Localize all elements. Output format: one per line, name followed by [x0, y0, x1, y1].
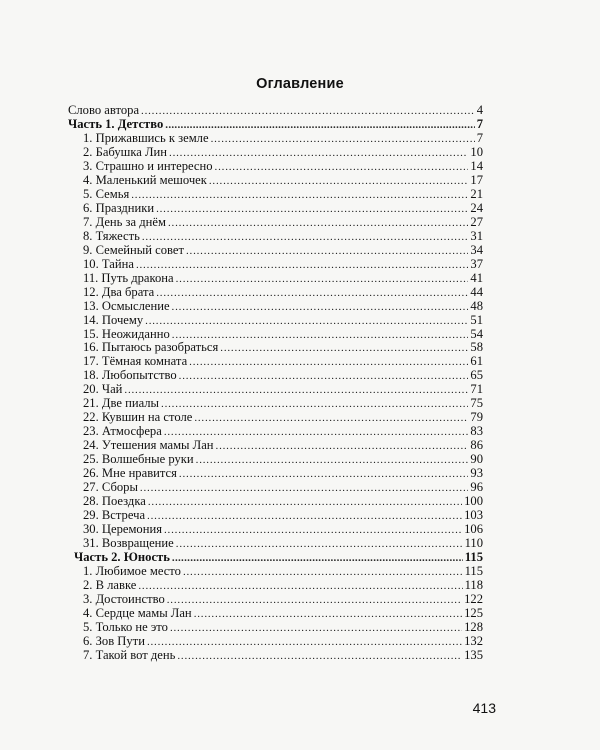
toc-entry-page: 58: [470, 340, 483, 355]
toc-entry-page: 71: [470, 382, 483, 397]
toc-entry-page: 115: [464, 563, 483, 578]
toc-entry-page: 115: [464, 550, 483, 564]
toc-entry-page: 4: [476, 103, 483, 117]
dot-leader: [124, 384, 468, 398]
toc-entry-page: 86: [470, 438, 483, 453]
toc-entry: [68, 648, 483, 662]
toc-entry: [68, 215, 483, 229]
toc-entry-page: 17: [470, 172, 483, 187]
toc-entry-label: 13. Осмысление: [83, 298, 170, 313]
toc-entry: [68, 508, 483, 522]
toc-entry: [68, 620, 483, 634]
toc-entry-page: 83: [470, 424, 483, 439]
toc-entry: [68, 340, 483, 354]
page-number: 413: [472, 700, 496, 716]
toc-entry: [68, 354, 483, 368]
toc-entry-page: 93: [470, 466, 483, 481]
toc-entry-label: 5. Семья: [83, 186, 130, 201]
toc-entry-preface: [68, 103, 483, 117]
toc-entry: [68, 424, 483, 438]
dot-leader: [170, 622, 462, 636]
toc-entry-label: 2. В лавке: [83, 577, 137, 592]
toc-entry-label: Часть 1. Детство: [68, 116, 164, 131]
toc-entry-label: Часть 2. Юность: [74, 550, 170, 564]
toc-entry-label: 26. Мне нравится: [83, 466, 177, 481]
toc-entry-label: 15. Неожиданно: [83, 326, 170, 341]
toc-entry: [68, 173, 483, 187]
toc-entry-label: 7. Такой вот день: [83, 647, 176, 662]
toc-entry-page: 125: [464, 605, 483, 620]
dot-leader: [140, 482, 468, 496]
toc-entry-page: 24: [470, 200, 483, 215]
toc-entry: [68, 131, 483, 145]
toc-entry-page: 122: [464, 591, 483, 606]
toc-entry-label: 18. Любопытство: [83, 368, 177, 383]
toc-entry-label: 6. Зов Пути: [83, 633, 145, 648]
toc-entry-label: 2. Бабушка Лин: [83, 144, 168, 159]
toc-entry: [68, 257, 483, 271]
dot-leader: [147, 636, 462, 650]
toc-part-heading: [68, 550, 483, 564]
toc-entry: [68, 578, 483, 592]
dot-leader: [194, 412, 468, 426]
toc-entry-page: 44: [470, 284, 483, 299]
toc-entry-label: 25. Волшебные руки: [83, 452, 194, 467]
toc-entry-label: 1. Прижавшись к земле: [83, 130, 209, 145]
toc-entry-page: 31: [470, 228, 483, 243]
dot-leader: [215, 161, 469, 175]
toc-entry: [68, 187, 483, 201]
toc-entry-page: 75: [470, 396, 483, 411]
toc-entry-page: 14: [470, 158, 483, 173]
toc-entry: [68, 229, 483, 243]
toc-entry-label: 31. Возвращение: [83, 536, 174, 551]
toc-entry-label: 30. Церемония: [83, 522, 162, 537]
dot-leader: [131, 189, 468, 203]
toc-entry-label: 16. Пытаюсь разобраться: [83, 340, 219, 355]
toc-entry-label: 24. Утешения мамы Лан: [83, 438, 214, 453]
dot-leader: [211, 133, 475, 147]
dot-leader: [172, 301, 469, 315]
dot-leader: [141, 105, 475, 119]
toc-entry-page: 118: [464, 577, 483, 592]
toc-entry-label: 29. Встреча: [83, 508, 146, 523]
toc-entry-page: 100: [464, 494, 483, 509]
toc-entry-page: 34: [470, 242, 483, 257]
toc-title: Оглавление: [256, 76, 344, 92]
toc-entry: [68, 313, 483, 327]
toc-entry-label: 6. Праздники: [83, 200, 155, 215]
dot-leader: [179, 468, 468, 482]
dot-leader: [220, 342, 468, 356]
toc-entry-page: 103: [464, 508, 483, 523]
dot-leader: [156, 203, 468, 217]
toc-entry-label: 8. Тяжесть: [83, 228, 140, 243]
dot-leader: [176, 538, 463, 552]
toc-entry: [68, 410, 483, 424]
toc-entry: [68, 159, 483, 173]
toc-entry: [68, 634, 483, 648]
toc-entry-page: 132: [464, 633, 483, 648]
toc-entry: [68, 480, 483, 494]
dot-leader: [148, 496, 462, 510]
toc-entry-label: 4. Сердце мамы Лан: [83, 605, 192, 620]
toc-entry-label: 11. Путь дракона: [83, 270, 174, 285]
toc-entry-page: 135: [464, 647, 483, 662]
toc-entry-label: 7. День за днём: [83, 214, 166, 229]
dot-leader: [156, 287, 468, 301]
toc-entry-label: 27. Сборы: [83, 480, 138, 495]
toc-entry: [68, 452, 483, 466]
toc-entry-page: 37: [470, 256, 483, 271]
toc-entry-page: 51: [470, 312, 483, 327]
toc-entry: [68, 466, 483, 480]
toc-entry: [68, 522, 483, 536]
toc-entry-page: 10: [470, 144, 483, 159]
dot-leader: [183, 566, 463, 580]
toc-entry-page: 110: [464, 536, 483, 551]
toc-entry-label: 12. Два брата: [83, 284, 155, 299]
toc-entry-label: 9. Семейный совет: [83, 242, 184, 257]
dot-leader: [168, 217, 468, 231]
dot-leader: [177, 650, 462, 664]
toc-entry: [68, 396, 483, 410]
toc-entry: [68, 299, 483, 313]
dot-leader: [161, 398, 468, 412]
toc-entry-label: 10. Тайна: [83, 256, 134, 271]
toc-entry-page: 27: [470, 214, 483, 229]
toc-entry: [68, 327, 483, 341]
toc-entry: [68, 494, 483, 508]
dot-leader: [138, 580, 462, 594]
toc-entry-page: 65: [470, 368, 483, 383]
dot-leader: [145, 315, 468, 329]
toc-entry-label: 21. Две пиалы: [83, 396, 160, 411]
toc-entry-page: 54: [470, 326, 483, 341]
dot-leader: [136, 259, 468, 273]
toc-entry-label: 17. Тёмная комната: [83, 354, 188, 369]
dot-leader: [179, 370, 469, 384]
dot-leader: [186, 245, 468, 259]
toc-entry-label: 1. Любимое место: [83, 563, 181, 578]
toc-entry-label: 22. Кувшин на столе: [83, 410, 193, 425]
dot-leader: [142, 231, 469, 245]
toc-entry-label: 28. Поездка: [83, 494, 146, 509]
toc-entry: [68, 243, 483, 257]
toc-entry-page: 41: [470, 270, 483, 285]
toc-entry-page: 106: [464, 522, 483, 537]
toc-entry-label: 14. Почему: [83, 312, 144, 327]
toc-entry: [68, 382, 483, 396]
toc-entry: [68, 564, 483, 578]
toc-entry-page: 21: [470, 186, 483, 201]
toc-entry: [68, 368, 483, 382]
toc-entry: [68, 606, 483, 620]
toc-part-heading: [68, 117, 483, 131]
dot-leader: [176, 273, 469, 287]
dot-leader: [209, 175, 469, 189]
dot-leader: [165, 119, 474, 133]
toc-entry-label: 3. Страшно и интересно: [83, 158, 213, 173]
toc-entry-page: 96: [470, 480, 483, 495]
toc-entry-page: 48: [470, 298, 483, 313]
toc-entry-label: 20. Чай: [83, 382, 123, 397]
dot-leader: [167, 594, 462, 608]
toc-entry-page: 79: [470, 410, 483, 425]
toc-entry-page: 7: [476, 116, 483, 131]
dot-leader: [147, 510, 462, 524]
dot-leader: [216, 440, 469, 454]
dot-leader: [172, 552, 463, 566]
dot-leader: [169, 147, 468, 161]
toc-entry: [68, 285, 483, 299]
dot-leader: [164, 524, 462, 538]
toc-entry: [68, 592, 483, 606]
toc-entry-page: 61: [470, 354, 483, 369]
dot-leader: [196, 454, 469, 468]
dot-leader: [189, 356, 468, 370]
toc-entry-label: Слово автора: [68, 103, 140, 117]
toc-entry-label: 3. Достоинство: [83, 591, 165, 606]
toc-entry: [68, 438, 483, 452]
toc-entry-page: 128: [464, 619, 483, 634]
toc-entry-page: 90: [470, 452, 483, 467]
toc-entry-label: 5. Только не это: [83, 619, 168, 634]
toc-entry: [68, 536, 483, 550]
toc-entry-label: 4. Маленький мешочек: [83, 172, 207, 187]
toc-entry-label: 23. Атмосфера: [83, 424, 162, 439]
toc-entry-page: 7: [476, 130, 483, 145]
toc-entry: [68, 271, 483, 285]
toc-entry: [68, 145, 483, 159]
table-of-contents: [68, 103, 483, 662]
toc-entry: [68, 201, 483, 215]
dot-leader: [194, 608, 462, 622]
